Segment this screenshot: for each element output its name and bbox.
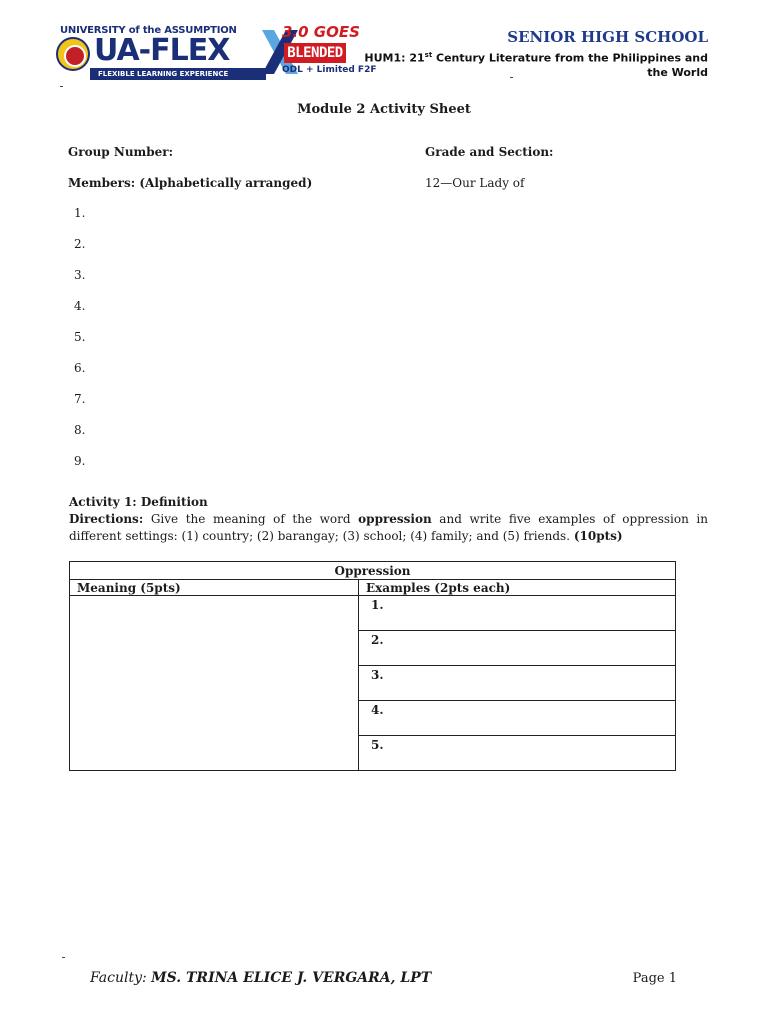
members-label: Members: (Alphabetically arranged) bbox=[68, 176, 313, 190]
page-mark bbox=[60, 86, 63, 87]
member-number: 9. bbox=[74, 454, 86, 468]
university-seal-icon bbox=[56, 37, 90, 71]
directions-text-post: and write five examples of oppression in different settings: (1) country; (2) barangay; (3) school; (4) family; and (5) friends. bbox=[69, 512, 708, 543]
grade-section-value: 12—Our Lady of bbox=[425, 176, 525, 190]
directions-text-pre: Give the meaning of the word bbox=[143, 512, 359, 526]
page-number: Page 1 bbox=[632, 971, 677, 986]
page-mark bbox=[510, 77, 513, 78]
member-number: 3. bbox=[74, 268, 86, 282]
course-name: Century Literature from the Philippines and the World bbox=[432, 51, 708, 79]
course-code: HUM1: 21 bbox=[364, 51, 425, 65]
logo-sub: ODL + Limited F2F bbox=[282, 65, 377, 75]
directions-label: Directions: bbox=[69, 512, 144, 526]
meaning-header: Meaning (5pts) bbox=[70, 580, 359, 596]
member-number: 8. bbox=[74, 423, 86, 437]
logo-university-text: UNIVERSITY of the ASSUMPTION bbox=[60, 25, 237, 36]
logo-brand-text: UA-FLEX bbox=[94, 33, 230, 68]
oppression-table bbox=[69, 561, 676, 771]
school-title: SENIOR HIGH SCHOOL bbox=[507, 28, 708, 46]
logo-mode: BLENDED bbox=[284, 43, 346, 63]
example-answer-cell[interactable]: 3. bbox=[359, 666, 676, 701]
member-number: 6. bbox=[74, 361, 86, 375]
example-answer-cell[interactable]: 4. bbox=[359, 701, 676, 736]
example-answer-cell[interactable]: 2. bbox=[359, 631, 676, 666]
activity-section bbox=[69, 494, 708, 545]
directions-keyword: oppression bbox=[358, 512, 432, 526]
examples-header: Examples (2pts each) bbox=[359, 580, 676, 596]
faculty-label: Faculty: bbox=[90, 970, 152, 986]
example-answer-cell[interactable]: 1. bbox=[359, 596, 676, 631]
faculty-name: MS. TRINA ELICE J. VERGARA, LPT bbox=[151, 970, 432, 986]
member-number: 7. bbox=[74, 392, 86, 406]
activity-heading: Activity 1: Definition bbox=[69, 495, 208, 509]
members-list bbox=[74, 206, 85, 485]
sheet-title: Module 2 Activity Sheet bbox=[297, 102, 471, 117]
activity-directions bbox=[69, 511, 708, 545]
member-number: 5. bbox=[74, 330, 86, 344]
meaning-answer-cell[interactable] bbox=[70, 596, 359, 771]
ua-flex-logo bbox=[56, 23, 377, 82]
faculty-line bbox=[90, 970, 431, 986]
logo-version: 3.0 GOES bbox=[282, 23, 360, 41]
directions-points: (10pts) bbox=[573, 529, 623, 543]
logo-brand bbox=[94, 35, 229, 67]
example-answer-cell[interactable]: 5. bbox=[359, 736, 676, 771]
member-number: 1. bbox=[74, 206, 86, 220]
table-caption: Oppression bbox=[70, 562, 676, 580]
group-number-label: Group Number: bbox=[68, 145, 174, 159]
grade-section-label: Grade and Section: bbox=[425, 145, 554, 159]
page-mark bbox=[62, 957, 65, 958]
course-sup: st bbox=[424, 51, 433, 59]
member-number: 2. bbox=[74, 237, 86, 251]
logo-tagline: FLEXIBLE LEARNING EXPERIENCE bbox=[90, 68, 266, 80]
member-number: 4. bbox=[74, 299, 86, 313]
course-title bbox=[348, 48, 708, 80]
